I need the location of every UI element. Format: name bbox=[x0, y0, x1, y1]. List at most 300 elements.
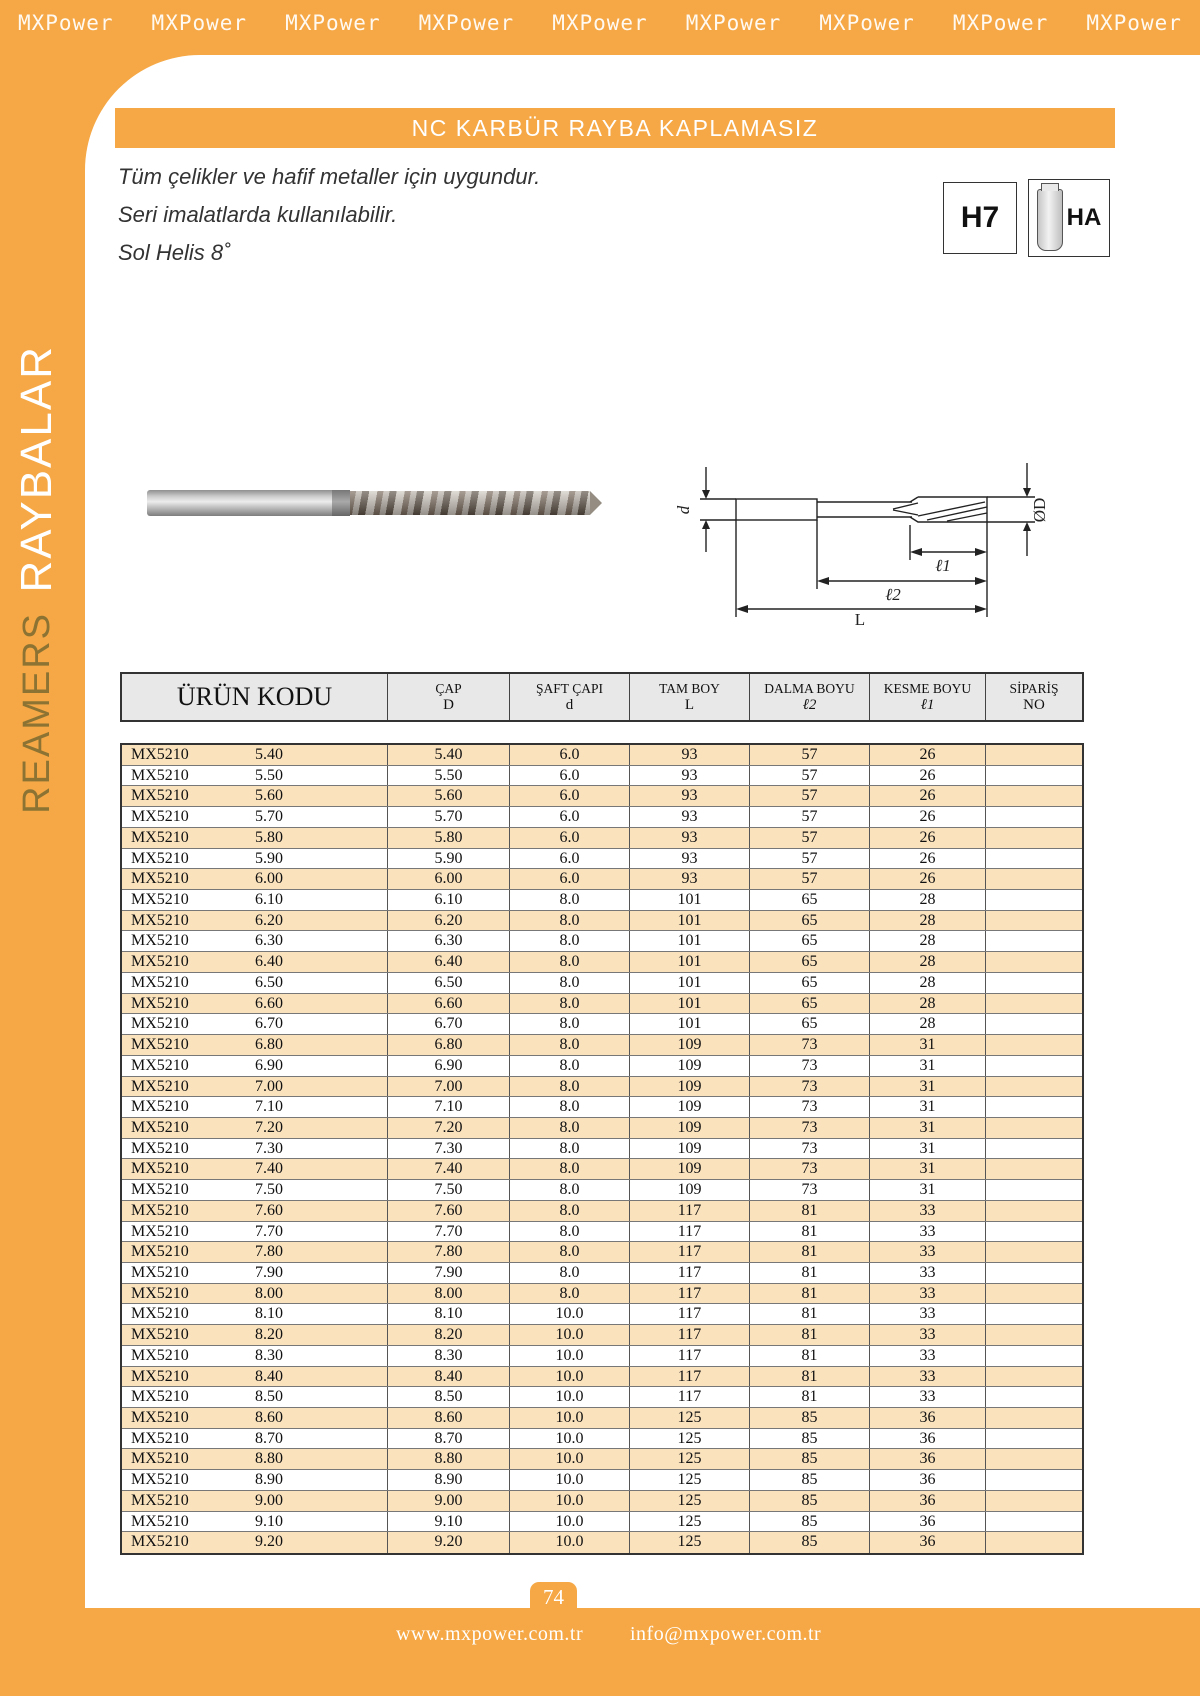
table-row bbox=[122, 1201, 1082, 1222]
shank-type-badge bbox=[1028, 179, 1110, 257]
cell-kesme_boyu_l1: 31 bbox=[870, 1077, 986, 1097]
cell-dalma_boyu_l2: 57 bbox=[750, 849, 870, 869]
dim-label-l1: ℓ1 bbox=[935, 556, 951, 575]
cell-cap_d: 6.80 bbox=[388, 1035, 510, 1055]
cell-urun-kodu: MX5210 7.90 bbox=[122, 1263, 388, 1283]
cell-dalma_boyu_l2: 57 bbox=[750, 828, 870, 848]
cell-cap_d: 8.50 bbox=[388, 1387, 510, 1407]
cell-cap_d: 6.50 bbox=[388, 973, 510, 993]
cell-urun-kodu: MX5210 7.70 bbox=[122, 1222, 388, 1242]
cell-cap_d: 8.20 bbox=[388, 1325, 510, 1345]
technical-drawing bbox=[635, 415, 1055, 630]
cell-kesme_boyu_l1: 33 bbox=[870, 1367, 986, 1387]
cell-siparis_no bbox=[986, 1346, 1082, 1366]
cell-siparis_no bbox=[986, 786, 1082, 806]
cell-dalma_boyu_l2: 73 bbox=[750, 1035, 870, 1055]
cell-dalma_boyu_l2: 85 bbox=[750, 1408, 870, 1428]
table-row bbox=[122, 994, 1082, 1015]
cell-tam_boy_l: 125 bbox=[630, 1408, 750, 1428]
table-row bbox=[122, 911, 1082, 932]
cell-urun-kodu: MX5210 5.80 bbox=[122, 828, 388, 848]
email-link[interactable]: info@mxpower.com.tr bbox=[630, 1623, 822, 1645]
table-row bbox=[122, 1408, 1082, 1429]
table-row bbox=[122, 1242, 1082, 1263]
cell-kesme_boyu_l1: 31 bbox=[870, 1035, 986, 1055]
table-row bbox=[122, 849, 1082, 870]
cell-dalma_boyu_l2: 57 bbox=[750, 869, 870, 889]
cell-siparis_no bbox=[986, 994, 1082, 1014]
cell-dalma_boyu_l2: 73 bbox=[750, 1056, 870, 1076]
cell-kesme_boyu_l1: 33 bbox=[870, 1346, 986, 1366]
cell-tam_boy_l: 93 bbox=[630, 807, 750, 827]
cell-saft_capi_d: 6.0 bbox=[510, 828, 630, 848]
cell-saft_capi_d: 8.0 bbox=[510, 1263, 630, 1283]
sidebar-title-reamers: REAMERS bbox=[16, 612, 58, 814]
cell-urun-kodu: MX5210 7.10 bbox=[122, 1097, 388, 1117]
cell-tam_boy_l: 93 bbox=[630, 766, 750, 786]
table-row bbox=[122, 1180, 1082, 1201]
table-row bbox=[122, 869, 1082, 890]
cell-urun-kodu: MX5210 6.70 bbox=[122, 1014, 388, 1034]
cell-kesme_boyu_l1: 28 bbox=[870, 973, 986, 993]
cell-kesme_boyu_l1: 26 bbox=[870, 869, 986, 889]
cell-siparis_no bbox=[986, 1470, 1082, 1490]
dim-label-l2: ℓ2 bbox=[885, 585, 901, 604]
cell-siparis_no bbox=[986, 1014, 1082, 1034]
brand-logo: MXPower bbox=[285, 11, 381, 35]
cell-saft_capi_d: 10.0 bbox=[510, 1470, 630, 1490]
cell-siparis_no bbox=[986, 1118, 1082, 1138]
table-row bbox=[122, 1387, 1082, 1408]
cell-cap_d: 7.20 bbox=[388, 1118, 510, 1138]
table-header-row bbox=[120, 672, 1084, 722]
cell-dalma_boyu_l2: 73 bbox=[750, 1139, 870, 1159]
cell-dalma_boyu_l2: 65 bbox=[750, 1014, 870, 1034]
cell-siparis_no bbox=[986, 973, 1082, 993]
tolerance-badge: H7 bbox=[943, 182, 1017, 254]
cell-tam_boy_l: 109 bbox=[630, 1035, 750, 1055]
column-header: SİPARİŞ NO bbox=[1009, 681, 1059, 713]
cell-saft_capi_d: 8.0 bbox=[510, 1056, 630, 1076]
cell-cap_d: 6.10 bbox=[388, 890, 510, 910]
cell-cap_d: 5.90 bbox=[388, 849, 510, 869]
cell-cap_d: 8.80 bbox=[388, 1449, 510, 1469]
cell-saft_capi_d: 8.0 bbox=[510, 931, 630, 951]
table-row bbox=[122, 1470, 1082, 1491]
cell-urun-kodu: MX5210 6.40 bbox=[122, 952, 388, 972]
cell-siparis_no bbox=[986, 1512, 1082, 1532]
cell-siparis_no bbox=[986, 1077, 1082, 1097]
cell-saft_capi_d: 10.0 bbox=[510, 1429, 630, 1449]
cell-tam_boy_l: 125 bbox=[630, 1449, 750, 1469]
cell-siparis_no bbox=[986, 1304, 1082, 1324]
cell-saft_capi_d: 10.0 bbox=[510, 1449, 630, 1469]
cell-siparis_no bbox=[986, 1242, 1082, 1262]
cell-tam_boy_l: 109 bbox=[630, 1139, 750, 1159]
cell-siparis_no bbox=[986, 1263, 1082, 1283]
cell-cap_d: 8.10 bbox=[388, 1304, 510, 1324]
cell-saft_capi_d: 8.0 bbox=[510, 973, 630, 993]
cell-siparis_no bbox=[986, 1429, 1082, 1449]
table-row bbox=[122, 1304, 1082, 1325]
cell-tam_boy_l: 109 bbox=[630, 1056, 750, 1076]
cell-kesme_boyu_l1: 36 bbox=[870, 1449, 986, 1469]
cell-cap_d: 8.00 bbox=[388, 1284, 510, 1304]
cell-kesme_boyu_l1: 31 bbox=[870, 1056, 986, 1076]
cell-urun-kodu: MX5210 8.40 bbox=[122, 1367, 388, 1387]
cell-cap_d: 7.70 bbox=[388, 1222, 510, 1242]
table-body bbox=[120, 743, 1084, 1555]
table-row bbox=[122, 745, 1082, 766]
cell-saft_capi_d: 8.0 bbox=[510, 890, 630, 910]
table-row bbox=[122, 1056, 1082, 1077]
cell-saft_capi_d: 8.0 bbox=[510, 1118, 630, 1138]
cell-tam_boy_l: 117 bbox=[630, 1346, 750, 1366]
cell-dalma_boyu_l2: 81 bbox=[750, 1346, 870, 1366]
table-row bbox=[122, 1346, 1082, 1367]
reamer-flutes bbox=[350, 491, 590, 515]
cell-tam_boy_l: 125 bbox=[630, 1512, 750, 1532]
cell-dalma_boyu_l2: 81 bbox=[750, 1304, 870, 1324]
cell-tam_boy_l: 93 bbox=[630, 786, 750, 806]
cell-urun-kodu: MX5210 8.20 bbox=[122, 1325, 388, 1345]
cell-saft_capi_d: 8.0 bbox=[510, 1077, 630, 1097]
cell-cap_d: 5.80 bbox=[388, 828, 510, 848]
cell-kesme_boyu_l1: 31 bbox=[870, 1118, 986, 1138]
cell-tam_boy_l: 125 bbox=[630, 1429, 750, 1449]
cell-siparis_no bbox=[986, 1408, 1082, 1428]
cell-urun-kodu: MX5210 8.90 bbox=[122, 1470, 388, 1490]
column-header: KESME BOYU ℓ1 bbox=[870, 674, 986, 720]
cell-urun-kodu: MX5210 6.20 bbox=[122, 911, 388, 931]
cell-siparis_no bbox=[986, 1201, 1082, 1221]
cell-kesme_boyu_l1: 26 bbox=[870, 786, 986, 806]
cell-kesme_boyu_l1: 26 bbox=[870, 745, 986, 765]
column-header: DALMA BOYU ℓ2 bbox=[750, 674, 870, 720]
cell-cap_d: 5.60 bbox=[388, 786, 510, 806]
table-row bbox=[122, 1325, 1082, 1346]
cell-saft_capi_d: 8.0 bbox=[510, 994, 630, 1014]
cell-saft_capi_d: 8.0 bbox=[510, 1222, 630, 1242]
cell-tam_boy_l: 93 bbox=[630, 828, 750, 848]
cell-kesme_boyu_l1: 26 bbox=[870, 849, 986, 869]
cell-dalma_boyu_l2: 65 bbox=[750, 911, 870, 931]
cell-urun-kodu: MX5210 6.30 bbox=[122, 931, 388, 951]
cell-siparis_no bbox=[986, 1222, 1082, 1242]
cell-urun-kodu: MX5210 6.10 bbox=[122, 890, 388, 910]
cell-cap_d: 5.50 bbox=[388, 766, 510, 786]
cell-dalma_boyu_l2: 81 bbox=[750, 1387, 870, 1407]
cell-urun-kodu: MX5210 7.00 bbox=[122, 1077, 388, 1097]
table-row bbox=[122, 1491, 1082, 1512]
cell-saft_capi_d: 8.0 bbox=[510, 1139, 630, 1159]
reamer-collar bbox=[332, 490, 350, 516]
cell-kesme_boyu_l1: 33 bbox=[870, 1242, 986, 1262]
cell-tam_boy_l: 117 bbox=[630, 1325, 750, 1345]
table-row bbox=[122, 1449, 1082, 1470]
cell-urun-kodu: MX5210 6.00 bbox=[122, 869, 388, 889]
cell-tam_boy_l: 109 bbox=[630, 1118, 750, 1138]
table-row bbox=[122, 1512, 1082, 1533]
cell-saft_capi_d: 8.0 bbox=[510, 1014, 630, 1034]
cell-dalma_boyu_l2: 65 bbox=[750, 890, 870, 910]
cell-cap_d: 7.10 bbox=[388, 1097, 510, 1117]
cell-dalma_boyu_l2: 73 bbox=[750, 1180, 870, 1200]
cell-tam_boy_l: 117 bbox=[630, 1222, 750, 1242]
table-row bbox=[122, 1159, 1082, 1180]
brand-logo: MXPower bbox=[952, 11, 1049, 35]
cell-dalma_boyu_l2: 65 bbox=[750, 952, 870, 972]
cell-tam_boy_l: 109 bbox=[630, 1159, 750, 1179]
cell-tam_boy_l: 101 bbox=[630, 973, 750, 993]
table-row bbox=[122, 1532, 1082, 1553]
cell-dalma_boyu_l2: 57 bbox=[750, 807, 870, 827]
cell-kesme_boyu_l1: 28 bbox=[870, 931, 986, 951]
cell-dalma_boyu_l2: 57 bbox=[750, 745, 870, 765]
dim-label-D: ØD bbox=[1030, 497, 1049, 523]
cell-dalma_boyu_l2: 73 bbox=[750, 1159, 870, 1179]
table-row bbox=[122, 1139, 1082, 1160]
cell-siparis_no bbox=[986, 1284, 1082, 1304]
cell-tam_boy_l: 101 bbox=[630, 952, 750, 972]
content-panel bbox=[85, 55, 1200, 1608]
cell-siparis_no bbox=[986, 1449, 1082, 1469]
cell-siparis_no bbox=[986, 766, 1082, 786]
dim-label-d: d bbox=[674, 505, 693, 515]
cell-kesme_boyu_l1: 31 bbox=[870, 1097, 986, 1117]
cell-saft_capi_d: 6.0 bbox=[510, 745, 630, 765]
table-row bbox=[122, 1077, 1082, 1098]
cell-saft_capi_d: 8.0 bbox=[510, 952, 630, 972]
brand-logo: MXPower bbox=[819, 11, 915, 35]
cell-tam_boy_l: 109 bbox=[630, 1097, 750, 1117]
cell-siparis_no bbox=[986, 745, 1082, 765]
cell-urun-kodu: MX5210 9.00 bbox=[122, 1491, 388, 1511]
page-title: NC KARBÜR RAYBA KAPLAMASIZ bbox=[115, 108, 1115, 148]
cell-cap_d: 6.70 bbox=[388, 1014, 510, 1034]
cell-saft_capi_d: 8.0 bbox=[510, 1180, 630, 1200]
cell-saft_capi_d: 10.0 bbox=[510, 1512, 630, 1532]
cell-siparis_no bbox=[986, 1532, 1082, 1553]
cell-kesme_boyu_l1: 36 bbox=[870, 1512, 986, 1532]
cell-dalma_boyu_l2: 81 bbox=[750, 1325, 870, 1345]
cell-saft_capi_d: 10.0 bbox=[510, 1346, 630, 1366]
cell-urun-kodu: MX5210 8.00 bbox=[122, 1284, 388, 1304]
cell-kesme_boyu_l1: 33 bbox=[870, 1325, 986, 1345]
cell-kesme_boyu_l1: 28 bbox=[870, 911, 986, 931]
cell-siparis_no bbox=[986, 1180, 1082, 1200]
reamer-tip bbox=[590, 491, 602, 515]
cell-siparis_no bbox=[986, 807, 1082, 827]
table-row bbox=[122, 1284, 1082, 1305]
cell-urun-kodu: MX5210 8.70 bbox=[122, 1429, 388, 1449]
table-row bbox=[122, 1014, 1082, 1035]
cell-dalma_boyu_l2: 85 bbox=[750, 1449, 870, 1469]
cell-kesme_boyu_l1: 36 bbox=[870, 1470, 986, 1490]
cell-siparis_no bbox=[986, 952, 1082, 972]
cell-cap_d: 7.30 bbox=[388, 1139, 510, 1159]
table-row bbox=[122, 890, 1082, 911]
cell-urun-kodu: MX5210 9.20 bbox=[122, 1532, 388, 1553]
cell-cap_d: 9.10 bbox=[388, 1512, 510, 1532]
cell-kesme_boyu_l1: 33 bbox=[870, 1387, 986, 1407]
cell-urun-kodu: MX5210 7.30 bbox=[122, 1139, 388, 1159]
cell-tam_boy_l: 117 bbox=[630, 1304, 750, 1324]
cell-dalma_boyu_l2: 73 bbox=[750, 1077, 870, 1097]
table-row bbox=[122, 1035, 1082, 1056]
table-row bbox=[122, 1367, 1082, 1388]
cell-urun-kodu: MX5210 8.30 bbox=[122, 1346, 388, 1366]
cell-kesme_boyu_l1: 33 bbox=[870, 1222, 986, 1242]
cell-kesme_boyu_l1: 33 bbox=[870, 1284, 986, 1304]
cell-kesme_boyu_l1: 31 bbox=[870, 1180, 986, 1200]
brand-logo: MXPower bbox=[552, 11, 648, 35]
table-row bbox=[122, 952, 1082, 973]
cell-cap_d: 7.00 bbox=[388, 1077, 510, 1097]
spec-table bbox=[120, 672, 1084, 1555]
table-row bbox=[122, 1118, 1082, 1139]
cell-tam_boy_l: 117 bbox=[630, 1242, 750, 1262]
cell-saft_capi_d: 8.0 bbox=[510, 1159, 630, 1179]
cell-urun-kodu: MX5210 8.60 bbox=[122, 1408, 388, 1428]
cell-saft_capi_d: 10.0 bbox=[510, 1491, 630, 1511]
cell-urun-kodu: MX5210 6.90 bbox=[122, 1056, 388, 1076]
reamer-photo bbox=[147, 453, 602, 553]
cell-urun-kodu: MX5210 7.20 bbox=[122, 1118, 388, 1138]
cell-kesme_boyu_l1: 28 bbox=[870, 1014, 986, 1034]
cell-kesme_boyu_l1: 26 bbox=[870, 807, 986, 827]
column-header: ÇAP D bbox=[388, 674, 510, 720]
column-header: ŞAFT ÇAPI d bbox=[510, 674, 630, 720]
cell-dalma_boyu_l2: 85 bbox=[750, 1512, 870, 1532]
brand-logo: MXPower bbox=[151, 11, 248, 35]
cell-dalma_boyu_l2: 73 bbox=[750, 1097, 870, 1117]
cell-tam_boy_l: 109 bbox=[630, 1077, 750, 1097]
cell-tam_boy_l: 117 bbox=[630, 1367, 750, 1387]
cell-siparis_no bbox=[986, 911, 1082, 931]
cell-cap_d: 5.70 bbox=[388, 807, 510, 827]
cell-dalma_boyu_l2: 65 bbox=[750, 931, 870, 951]
brand-logo: MXPower bbox=[18, 11, 114, 35]
cell-kesme_boyu_l1: 31 bbox=[870, 1139, 986, 1159]
cell-kesme_boyu_l1: 33 bbox=[870, 1263, 986, 1283]
cell-tam_boy_l: 101 bbox=[630, 994, 750, 1014]
reamer-shank bbox=[147, 490, 332, 516]
table-row bbox=[122, 1097, 1082, 1118]
cell-urun-kodu: MX5210 9.10 bbox=[122, 1512, 388, 1532]
brand-logo: MXPower bbox=[1086, 11, 1182, 35]
cell-urun-kodu: MX5210 6.50 bbox=[122, 973, 388, 993]
shank-type-label: HA bbox=[1066, 204, 1102, 231]
cell-urun-kodu: MX5210 7.50 bbox=[122, 1180, 388, 1200]
website-link[interactable]: www.mxpower.com.tr bbox=[396, 1623, 584, 1645]
cell-tam_boy_l: 117 bbox=[630, 1284, 750, 1304]
cell-cap_d: 8.30 bbox=[388, 1346, 510, 1366]
cell-kesme_boyu_l1: 28 bbox=[870, 952, 986, 972]
cell-cap_d: 6.00 bbox=[388, 869, 510, 889]
straight-shank-icon bbox=[1037, 189, 1063, 251]
cell-cap_d: 5.40 bbox=[388, 745, 510, 765]
cell-siparis_no bbox=[986, 1139, 1082, 1159]
cell-dalma_boyu_l2: 81 bbox=[750, 1222, 870, 1242]
cell-cap_d: 7.60 bbox=[388, 1201, 510, 1221]
cell-siparis_no bbox=[986, 1159, 1082, 1179]
brand-band bbox=[0, 0, 1200, 46]
cell-urun-kodu: MX5210 8.50 bbox=[122, 1387, 388, 1407]
dim-label-L: L bbox=[854, 610, 866, 629]
column-header: ÜRÜN KODU bbox=[122, 674, 388, 720]
cell-cap_d: 6.20 bbox=[388, 911, 510, 931]
table-row bbox=[122, 1429, 1082, 1450]
cell-tam_boy_l: 93 bbox=[630, 849, 750, 869]
cell-kesme_boyu_l1: 33 bbox=[870, 1201, 986, 1221]
table-row bbox=[122, 1263, 1082, 1284]
cell-kesme_boyu_l1: 31 bbox=[870, 1159, 986, 1179]
column-header: TAM BOY L bbox=[630, 674, 750, 720]
brand-logo: MXPower bbox=[685, 11, 782, 35]
cell-siparis_no bbox=[986, 890, 1082, 910]
cell-dalma_boyu_l2: 73 bbox=[750, 1118, 870, 1138]
cell-urun-kodu: MX5210 5.90 bbox=[122, 849, 388, 869]
cell-urun-kodu: MX5210 5.70 bbox=[122, 807, 388, 827]
cell-cap_d: 7.80 bbox=[388, 1242, 510, 1262]
sidebar-title-raybalar: RAYBALAR bbox=[12, 345, 61, 593]
cell-urun-kodu: MX5210 6.80 bbox=[122, 1035, 388, 1055]
cell-dalma_boyu_l2: 85 bbox=[750, 1532, 870, 1553]
page-number-tab: 74 bbox=[530, 1582, 577, 1616]
cell-tam_boy_l: 93 bbox=[630, 745, 750, 765]
cell-kesme_boyu_l1: 36 bbox=[870, 1429, 986, 1449]
cell-dalma_boyu_l2: 85 bbox=[750, 1491, 870, 1511]
cell-kesme_boyu_l1: 28 bbox=[870, 994, 986, 1014]
cell-siparis_no bbox=[986, 1056, 1082, 1076]
cell-saft_capi_d: 6.0 bbox=[510, 807, 630, 827]
cell-tam_boy_l: 117 bbox=[630, 1201, 750, 1221]
cell-kesme_boyu_l1: 33 bbox=[870, 1304, 986, 1324]
cell-siparis_no bbox=[986, 1097, 1082, 1117]
cell-saft_capi_d: 6.0 bbox=[510, 766, 630, 786]
cell-siparis_no bbox=[986, 1367, 1082, 1387]
cell-kesme_boyu_l1: 28 bbox=[870, 890, 986, 910]
cell-urun-kodu: MX5210 5.50 bbox=[122, 766, 388, 786]
cell-dalma_boyu_l2: 57 bbox=[750, 786, 870, 806]
cell-cap_d: 7.50 bbox=[388, 1180, 510, 1200]
cell-saft_capi_d: 10.0 bbox=[510, 1367, 630, 1387]
cell-tam_boy_l: 101 bbox=[630, 890, 750, 910]
cell-dalma_boyu_l2: 81 bbox=[750, 1201, 870, 1221]
cell-saft_capi_d: 6.0 bbox=[510, 849, 630, 869]
description-line: Tüm çelikler ve hafif metaller için uygundur. bbox=[118, 164, 541, 189]
cell-cap_d: 6.60 bbox=[388, 994, 510, 1014]
cell-siparis_no bbox=[986, 869, 1082, 889]
cell-kesme_boyu_l1: 26 bbox=[870, 766, 986, 786]
cell-cap_d: 7.90 bbox=[388, 1263, 510, 1283]
cell-kesme_boyu_l1: 36 bbox=[870, 1491, 986, 1511]
cell-siparis_no bbox=[986, 1491, 1082, 1511]
cell-cap_d: 9.20 bbox=[388, 1532, 510, 1553]
table-row bbox=[122, 973, 1082, 994]
cell-urun-kodu: MX5210 7.40 bbox=[122, 1159, 388, 1179]
cell-dalma_boyu_l2: 85 bbox=[750, 1470, 870, 1490]
cell-cap_d: 6.30 bbox=[388, 931, 510, 951]
cell-saft_capi_d: 8.0 bbox=[510, 1242, 630, 1262]
cell-urun-kodu: MX5210 8.10 bbox=[122, 1304, 388, 1324]
cell-urun-kodu: MX5210 6.60 bbox=[122, 994, 388, 1014]
cell-cap_d: 6.90 bbox=[388, 1056, 510, 1076]
cell-cap_d: 6.40 bbox=[388, 952, 510, 972]
table-row bbox=[122, 828, 1082, 849]
description-line: Seri imalatlarda kullanılabilir. bbox=[118, 202, 398, 227]
